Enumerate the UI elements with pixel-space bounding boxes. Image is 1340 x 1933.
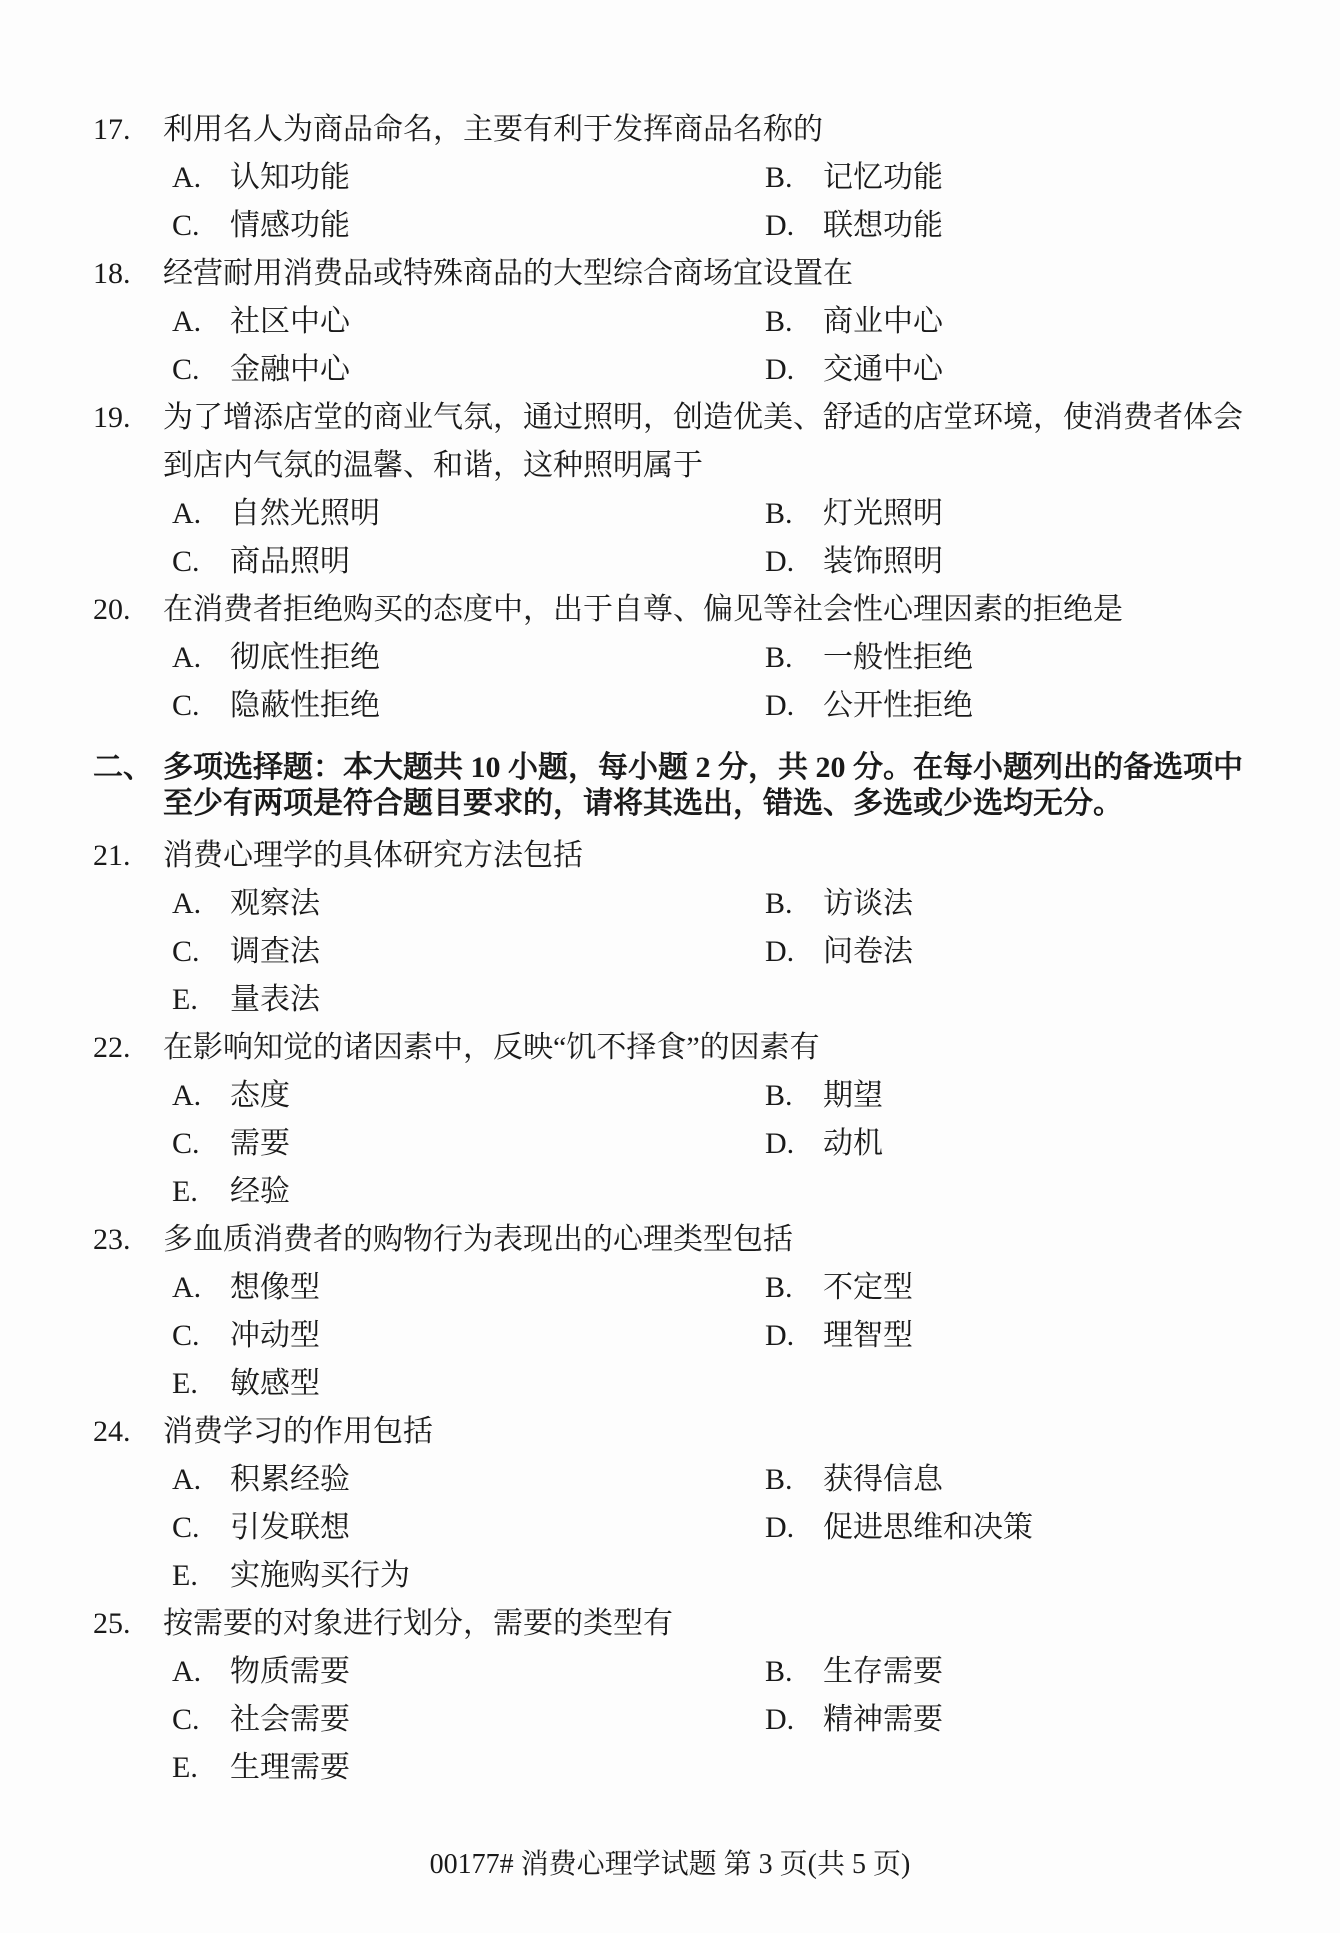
- section-2-heading: [0, 750, 1340, 786]
- question-number: 20.: [93, 593, 131, 626]
- option-letter: A.: [172, 305, 202, 338]
- option-d: [765, 1312, 913, 1360]
- option-c: [172, 1703, 350, 1736]
- option-c: [172, 545, 350, 578]
- option-row: [0, 490, 1340, 538]
- option-text: 生存需要: [823, 1655, 943, 1688]
- option-row: [0, 1696, 1340, 1744]
- option-text: 促进思维和决策: [823, 1511, 1033, 1544]
- option-a: [172, 1079, 290, 1112]
- option-row: [0, 1504, 1340, 1552]
- option-letter: A.: [172, 1271, 202, 1304]
- option-c: [172, 353, 350, 386]
- option-row: [0, 1120, 1340, 1168]
- option-row: [0, 880, 1340, 928]
- option-text: 量表法: [230, 983, 320, 1016]
- option-letter: D.: [765, 545, 795, 578]
- option-a: [172, 1271, 320, 1304]
- option-row: [0, 538, 1340, 586]
- option-letter: B.: [765, 641, 793, 674]
- option-a: [172, 641, 380, 674]
- option-d: [765, 1696, 943, 1744]
- option-letter: C.: [172, 689, 200, 722]
- option-row: [0, 976, 1340, 1024]
- question-number: 24.: [93, 1415, 131, 1448]
- option-text: 访谈法: [823, 887, 913, 920]
- option-text: 期望: [823, 1079, 883, 1112]
- option-letter: D.: [765, 1511, 795, 1544]
- section-heading-text: 多项选择题：本大题共 10 小题，每小题 2 分，共 20 分。在每小题列出的备选项中: [163, 751, 1243, 784]
- question-line-continued: [0, 442, 1340, 490]
- option-text: 获得信息: [823, 1463, 943, 1496]
- question-line: [0, 832, 1340, 880]
- option-d: [765, 202, 943, 250]
- question-17: [0, 106, 1340, 250]
- option-letter: D.: [765, 689, 795, 722]
- option-letter: E.: [172, 1367, 198, 1400]
- option-a: [172, 161, 350, 194]
- option-text: 公开性拒绝: [823, 689, 973, 722]
- option-b: [765, 1072, 883, 1120]
- option-letter: D.: [765, 353, 795, 386]
- option-row: [0, 1360, 1340, 1408]
- option-text: 调查法: [230, 935, 320, 968]
- exam-content: [0, 106, 1340, 1792]
- option-text: 彻底性拒绝: [230, 641, 380, 674]
- option-letter: C.: [172, 1127, 200, 1160]
- option-a: [172, 305, 350, 338]
- question-line: [0, 106, 1340, 154]
- option-text: 情感功能: [230, 209, 350, 242]
- section-number: 二、: [93, 751, 153, 784]
- option-letter: B.: [765, 887, 793, 920]
- option-letter: E.: [172, 983, 198, 1016]
- option-letter: C.: [172, 1319, 200, 1352]
- option-text: 动机: [823, 1127, 883, 1160]
- option-c: [172, 1319, 320, 1352]
- option-row: [0, 1264, 1340, 1312]
- question-text: 消费学习的作用包括: [163, 1415, 433, 1448]
- option-text: 自然光照明: [230, 497, 380, 530]
- option-row: [0, 1312, 1340, 1360]
- option-text: 交通中心: [823, 353, 943, 386]
- option-text: 经验: [230, 1175, 290, 1208]
- option-a: [172, 887, 320, 920]
- option-letter: A.: [172, 161, 202, 194]
- question-19: [0, 394, 1340, 586]
- option-letter: B.: [765, 1463, 793, 1496]
- option-letter: B.: [765, 1079, 793, 1112]
- option-letter: E.: [172, 1559, 198, 1592]
- option-a: [172, 1463, 350, 1496]
- question-line: [0, 1216, 1340, 1264]
- option-letter: E.: [172, 1175, 198, 1208]
- option-text: 隐蔽性拒绝: [230, 689, 380, 722]
- question-line: [0, 586, 1340, 634]
- option-text: 商品照明: [230, 545, 350, 578]
- option-text: 观察法: [230, 887, 320, 920]
- question-21: [0, 832, 1340, 1024]
- option-text: 一般性拒绝: [823, 641, 973, 674]
- question-text: 在影响知觉的诸因素中，反映“饥不择食”的因素有: [163, 1031, 820, 1064]
- option-e: [172, 983, 320, 1016]
- option-letter: C.: [172, 935, 200, 968]
- option-b: [765, 1456, 943, 1504]
- option-letter: B.: [765, 161, 793, 194]
- option-row: [0, 298, 1340, 346]
- option-e: [172, 1175, 290, 1208]
- option-d: [765, 1120, 883, 1168]
- option-row: [0, 634, 1340, 682]
- question-line: [0, 1024, 1340, 1072]
- option-letter: A.: [172, 1079, 202, 1112]
- question-number: 17.: [93, 113, 131, 146]
- option-e: [172, 1367, 320, 1400]
- section-heading-text: 至少有两项是符合题目要求的，请将其选出，错选、多选或少选均无分。: [163, 787, 1123, 820]
- option-text: 精神需要: [823, 1703, 943, 1736]
- option-letter: E.: [172, 1751, 198, 1784]
- question-number: 25.: [93, 1607, 131, 1640]
- question-22: [0, 1024, 1340, 1216]
- option-text: 认知功能: [230, 161, 350, 194]
- option-text: 理智型: [823, 1319, 913, 1352]
- question-line: [0, 394, 1340, 442]
- section-2-heading-continued: [0, 786, 1340, 822]
- option-a: [172, 1655, 350, 1688]
- question-text: 利用名人为商品命名，主要有利于发挥商品名称的: [163, 113, 823, 146]
- option-text: 金融中心: [230, 353, 350, 386]
- option-a: [172, 497, 380, 530]
- option-d: [765, 1504, 1033, 1552]
- option-text: 社区中心: [230, 305, 350, 338]
- option-text: 态度: [230, 1079, 290, 1112]
- option-row: [0, 1072, 1340, 1120]
- option-text: 灯光照明: [823, 497, 943, 530]
- option-b: [765, 154, 943, 202]
- question-line: [0, 250, 1340, 298]
- option-d: [765, 346, 943, 394]
- option-c: [172, 689, 380, 722]
- question-23: [0, 1216, 1340, 1408]
- option-letter: B.: [765, 305, 793, 338]
- option-e: [172, 1751, 350, 1784]
- option-row: [0, 1456, 1340, 1504]
- option-text: 引发联想: [230, 1511, 350, 1544]
- option-letter: A.: [172, 1655, 202, 1688]
- option-letter: A.: [172, 641, 202, 674]
- option-row: [0, 154, 1340, 202]
- option-text: 实施购买行为: [230, 1559, 410, 1592]
- option-letter: D.: [765, 209, 795, 242]
- question-text: 消费心理学的具体研究方法包括: [163, 839, 583, 872]
- option-c: [172, 1127, 290, 1160]
- option-d: [765, 682, 973, 730]
- option-b: [765, 490, 943, 538]
- option-letter: A.: [172, 497, 202, 530]
- question-number: 23.: [93, 1223, 131, 1256]
- option-text: 问卷法: [823, 935, 913, 968]
- question-24: [0, 1408, 1340, 1600]
- question-text: 多血质消费者的购物行为表现出的心理类型包括: [163, 1223, 793, 1256]
- question-text: 到店内气氛的温馨、和谐，这种照明属于: [163, 449, 703, 482]
- option-row: [0, 1552, 1340, 1600]
- option-letter: D.: [765, 1127, 795, 1160]
- option-b: [765, 298, 943, 346]
- option-letter: B.: [765, 1271, 793, 1304]
- option-b: [765, 634, 973, 682]
- option-letter: C.: [172, 353, 200, 386]
- question-number: 18.: [93, 257, 131, 290]
- option-e: [172, 1559, 410, 1592]
- option-letter: C.: [172, 1703, 200, 1736]
- option-text: 积累经验: [230, 1463, 350, 1496]
- option-text: 生理需要: [230, 1751, 350, 1784]
- page-footer: 00177# 消费心理学试题 第 3 页(共 5 页): [429, 1849, 911, 1880]
- question-line: [0, 1408, 1340, 1456]
- option-letter: C.: [172, 209, 200, 242]
- question-number: 21.: [93, 839, 131, 872]
- option-c: [172, 1511, 350, 1544]
- option-letter: C.: [172, 545, 200, 578]
- option-text: 想像型: [230, 1271, 320, 1304]
- question-25: [0, 1600, 1340, 1792]
- option-row: [0, 1168, 1340, 1216]
- question-text: 按需要的对象进行划分，需要的类型有: [163, 1607, 673, 1640]
- option-letter: D.: [765, 935, 795, 968]
- question-line: [0, 1600, 1340, 1648]
- option-d: [765, 538, 943, 586]
- question-number: 22.: [93, 1031, 131, 1064]
- option-text: 敏感型: [230, 1367, 320, 1400]
- option-b: [765, 1264, 913, 1312]
- option-text: 商业中心: [823, 305, 943, 338]
- option-text: 冲动型: [230, 1319, 320, 1352]
- option-c: [172, 935, 320, 968]
- question-18: [0, 250, 1340, 394]
- option-letter: A.: [172, 1463, 202, 1496]
- option-letter: C.: [172, 1511, 200, 1544]
- option-text: 联想功能: [823, 209, 943, 242]
- option-letter: D.: [765, 1319, 795, 1352]
- option-row: [0, 1648, 1340, 1696]
- option-d: [765, 928, 913, 976]
- option-text: 装饰照明: [823, 545, 943, 578]
- option-text: 物质需要: [230, 1655, 350, 1688]
- option-c: [172, 209, 350, 242]
- option-text: 不定型: [823, 1271, 913, 1304]
- question-20: [0, 586, 1340, 730]
- option-row: [0, 682, 1340, 730]
- question-text: 经营耐用消费品或特殊商品的大型综合商场宜设置在: [163, 257, 853, 290]
- option-letter: B.: [765, 497, 793, 530]
- question-text: 为了增添店堂的商业气氛，通过照明，创造优美、舒适的店堂环境，使消费者体会: [163, 401, 1243, 434]
- question-number: 19.: [93, 401, 131, 434]
- option-text: 需要: [230, 1127, 290, 1160]
- option-row: [0, 1744, 1340, 1792]
- question-text: 在消费者拒绝购买的态度中，出于自尊、偏见等社会性心理因素的拒绝是: [163, 593, 1123, 626]
- option-letter: A.: [172, 887, 202, 920]
- option-text: 记忆功能: [823, 161, 943, 194]
- option-letter: B.: [765, 1655, 793, 1688]
- option-b: [765, 1648, 943, 1696]
- option-letter: D.: [765, 1703, 795, 1736]
- option-text: 社会需要: [230, 1703, 350, 1736]
- option-row: [0, 928, 1340, 976]
- option-row: [0, 202, 1340, 250]
- option-b: [765, 880, 913, 928]
- option-row: [0, 346, 1340, 394]
